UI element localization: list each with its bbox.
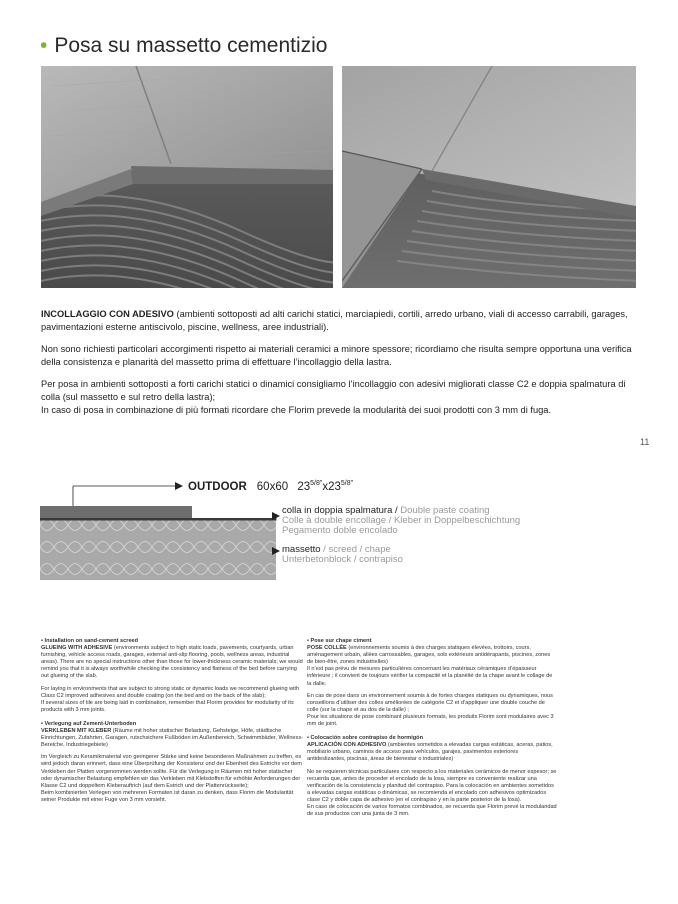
intro-p1-text: (ambienti sottoposti ad alti carichi statici, marciapiedi, cortili, arredo urbano, viali di accesso carrabili, garages, pavimentazioni esterne antiscivolo, piscine, wellness, aree industriali).: [41, 309, 628, 332]
screed-layer: [40, 521, 276, 581]
format-text: 60x60: [256, 480, 289, 493]
colla-it: colla in doppia spalmatura /: [282, 505, 398, 516]
section-es-p2: No se requieren técnicas particulares con respecto a los materiales cerámicos de menor espesor; se recuerda que, antes de proceder el encolado de la losa, siempre es conveniente realizar una verificación de la consistencia y planitud del contrapiso. Para la colocación en ambientes sometidos a elevadas cargas estáticas o dinámicas, se recomienda el encolado con adhesivos optimizados clase C2 y doble capa de adhesivo (en el contrapiso y en la parte posterior de la losa).: [307, 768, 557, 803]
section-de-bold: VERKLEBEN MIT KLEBER: [41, 728, 112, 735]
photo-adhesive-left: [41, 66, 333, 288]
page-title: [40, 34, 327, 58]
title-bullet: •: [40, 34, 48, 57]
outdoor-text: OUTDOOR: [188, 480, 247, 493]
intro-paragraph-3: Per posa in ambienti sottoposti a forti carichi statici o dinamici consigliamo l’incollaggio con adesivi migliorati classe C2 e doppia spalmatura di colla (sul massetto e sul retro della lastra);: [41, 379, 626, 402]
colla-label: [282, 506, 520, 536]
inch-b-frac: 5/8": [340, 480, 354, 487]
section-de-p1: [41, 728, 303, 749]
massetto-en: / screed / chape: [320, 544, 391, 555]
section-en-heading: • Installation on sand-cement screed: [41, 638, 139, 644]
section-de-p1-text: (Räume mit hoher statischer Belastung, Gehsteige, Höfe, städtische Einrichtungen, Zufahrten, Garagen, rutschsichere Fußböden im Außenbereich, Schwimmbäder, Wellness-Bereiche, Industriegebiete): [41, 728, 303, 749]
intro-text: [41, 308, 637, 426]
intro-paragraph-2: Non sono richiesti particolari accorgimenti rispetto ai materiali ceramici a minore spessore; ricordiamo che risulta sempre opportuna una verifica della consistenza e planarità del massetto prima di effettuare l’incollaggio della lastra.: [41, 344, 632, 367]
section-es-p3: En caso de colocación de varios formatos combinados, se recuerda que Florim prevé la modularidad de sus productos con una junta de 3 mm.: [307, 803, 557, 818]
tile-layer: [40, 506, 192, 518]
section-fr: [307, 638, 557, 728]
section-es-heading: • Colocación sobre contrapiso de hormigón: [307, 735, 424, 742]
section-en-p1: [41, 645, 303, 680]
inch-x: x23: [322, 480, 341, 493]
section-en-p1-text: (environments subject to high static loads, pavements, courtyards, urban furnishing, vehicle access roads, garages, external anti-slip flooring, pools, wellness areas, industrial areas). There are no special instructions other than those for lower-thickness ceramic materials; we would remind you that it is always worthwhile checking the consistency and flatness of the bed before carrying out glueing of the slab.: [41, 645, 303, 680]
intro-paragraph-1: [41, 308, 637, 333]
massetto-de-es: Unterbetonblock / contrapiso: [282, 554, 403, 565]
section-fr-p3: En cas de pose dans un environnement soumis à de fortes charges statiques ou dynamiques, nous conseillons d’utiliser des colles améliorées de catégorie C2 et d’appliquer une double couche de colle (sur la chape et au dos de la dalle) ;: [307, 692, 553, 713]
section-de-p2: Im Vergleich zu Keramikmaterial von geringerer Stärke sind keine besonderen Maßnahmen zu treffen, es wird jedoch daran erinnert, dass eine Überprüfung der Konsistenz und der Ebenheit des Estrichs vor dem Verkleben der Platten vorgenommen werden sollte. Für die Verlegung in Räumen mit hoher statischer oder dynamischer Belastung empfehlen wir das Verkleben mit Klebstoffen für erhöhte Anforderungen der Klasse C2 und doppeltem Kleberauftrich (auf dem Estrich und der Plattenrückseite);: [41, 754, 302, 789]
section-fr-p2: Il n’est pas prévu de mesures particulières concernant les matériaux céramiques d’épaisseur inférieure ; il convient de toujours vérifier la compacité et la planéité de la chape avant le collage de la dalle.: [307, 666, 553, 687]
inch-a-frac: 5/8": [310, 480, 323, 487]
section-fr-bold: POSE COLLÉE: [307, 645, 347, 652]
colla-fr-de: Colle à double encollage / Kleber in Doppelbeschichtung: [282, 515, 521, 526]
intro-paragraph-4: In caso di posa in combinazione di più formati ricordare che Florim prevede la modularità dei suoi prodotti con 3 mm di fuga.: [41, 404, 552, 415]
photo-adhesive-right: [342, 66, 636, 288]
section-en-bold: GLUEING WITH ADHESIVE: [41, 645, 113, 652]
section-de-heading: • Verlegung auf Zement-Unterboden: [41, 720, 137, 727]
section-en: [41, 638, 303, 714]
outdoor-size-label: [188, 480, 353, 493]
section-en-p3: If several sizes of tile are being laid in combination, remember that Florim provides for modularity of its products with 3 mm joints.: [41, 699, 294, 713]
section-fr-heading: • Pose sur chape ciment: [307, 638, 372, 644]
massetto-it: massetto: [282, 544, 321, 555]
section-es-p1: [307, 742, 557, 763]
page-number: 11: [640, 437, 650, 447]
section-en-p2: For laying in environments that are subject to strong static or dynamic loads we recommend glueing with Class C2 improved adhesives and double coating (on the bed and on the back of the slab);: [41, 685, 300, 699]
section-es-p1-text: (ambientes sometidos a elevadas cargas estáticas, aceras, patios, mobiliario urbano, caminos de acceso para vehículos, garajes, pavimentos exteriores antideslizantes, piscinas, áreas de bienestar o industriales): [307, 742, 553, 763]
intro-bold-heading: INCOLLAGGIO CON ADESIVO: [41, 309, 174, 319]
colla-es: Pegamento doble encolado: [282, 525, 398, 536]
adhesive-layer: [40, 518, 276, 521]
section-de-p3: Beim kombinierten Verlegen von mehreren Formaten ist daran zu denken, dass Florim die Modularität seiner Produkte mit einer Fuge von 3 mm vorsieht.: [41, 789, 294, 803]
inch-a: 23: [297, 480, 311, 493]
section-es: [307, 735, 557, 818]
section-de: [41, 721, 303, 804]
section-fr-p1: [307, 645, 557, 666]
section-es-bold: APLICACIÓN CON ADHESIVO: [307, 742, 387, 749]
massetto-label: [282, 545, 403, 565]
colla-en: Double paste coating: [397, 505, 490, 516]
section-fr-p1-text: (environnements soumis à des charges statiques élevées, trottoirs, cours, aménagement urbain, allées carrossables, garages, sols extérieurs antidérapants, piscines, zones de bien-être, zones industrielles): [307, 645, 551, 666]
section-fr-p4: Pour les situations de pose combinant plusieurs formats, les produits Florim sont modulaires avec 3 mm de joint.: [307, 713, 554, 728]
column-right: [307, 638, 557, 825]
column-left: [41, 638, 303, 811]
title-text: Posa su massetto cementizio: [54, 34, 328, 57]
